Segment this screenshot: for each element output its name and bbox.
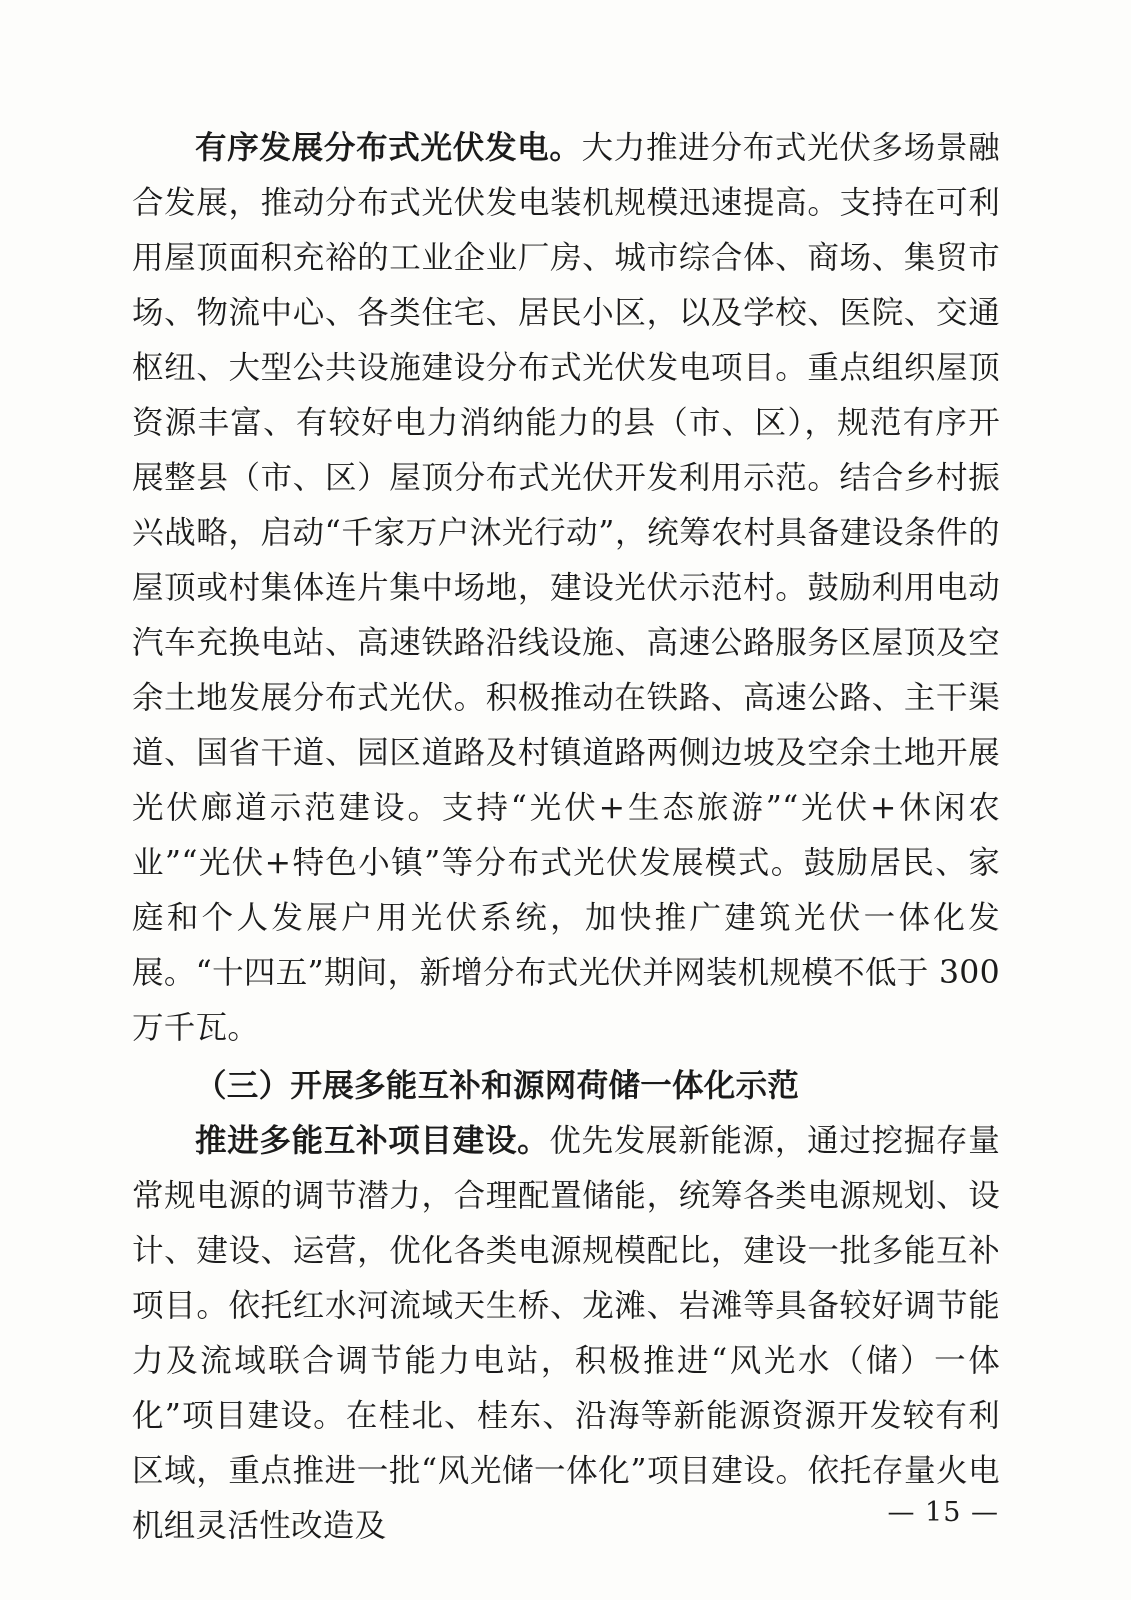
section-heading: （三）开展多能互补和源网荷储一体化示范 [195, 1067, 800, 1104]
paragraph-distributed-pv [132, 120, 1000, 1056]
paragraph-multi-energy [132, 1113, 1000, 1554]
paragraph-lead: 推进多能互补项目建设。 [195, 1122, 550, 1159]
paragraph-body: 大力推进分布式光伏多场景融合发展，推动分布式光伏发电装机规模迅速提高。支持在可利用屋顶面积充裕的工业企业厂房、城市综合体、商场、集贸市场、物流中心、各类住宅、居民小区，以及学校、医院、交通枢纽、大型公共设施建设分布式光伏发电项目。重点组织屋顶资源丰富、有较好电力消纳能力的县（市、区），规范有序开展整县（市、区）屋顶分布式光伏开发利用示范。结合乡村振兴战略，启动“千家万户沐光行动”，统筹农村具备建设条件的屋顶或村集体连片集中场地，建设光伏示范村。鼓励利用电动汽车充换电站、高速铁路沿线设施、高速公路服务区屋顶及空余土地发展分布式光伏。积极推动在铁路、高速公路、主干渠道、国省干道、园区道路及村镇道路两侧边坡及空余土地开展光伏廊道示范建设。支持“光伏+生态旅游”“光伏+休闲农业”“光伏+特色小镇”等分布式光伏发展模式。鼓励居民、家庭和个人发展户用光伏系统，加快推广建筑光伏一体化发展。“十四五”期间，新增分布式光伏并网装机规模不低于 300 万千瓦。 [132, 130, 1000, 1046]
paragraph-body: 优先发展新能源，通过挖掘存量常规电源的调节潜力，合理配置储能，统筹各类电源规划、设计、建设、运营，优化各类电源规模配比，建设一批多能互补项目。依托红水河流域天生桥、龙滩、岩滩等具备较好调节能力及流域联合调节能力电站，积极推进“风光水（储）一体化”项目建设。在桂北、桂东、沿海等新能源资源开发较有利区域，重点推进一批“风光储一体化”项目建设。依托存量火电机组灵活性改造及 [132, 1123, 1001, 1544]
paragraph-lead: 有序发展分布式光伏发电。 [195, 129, 582, 166]
page-number: — 15 — [887, 1497, 999, 1528]
page-content [132, 120, 1000, 1554]
